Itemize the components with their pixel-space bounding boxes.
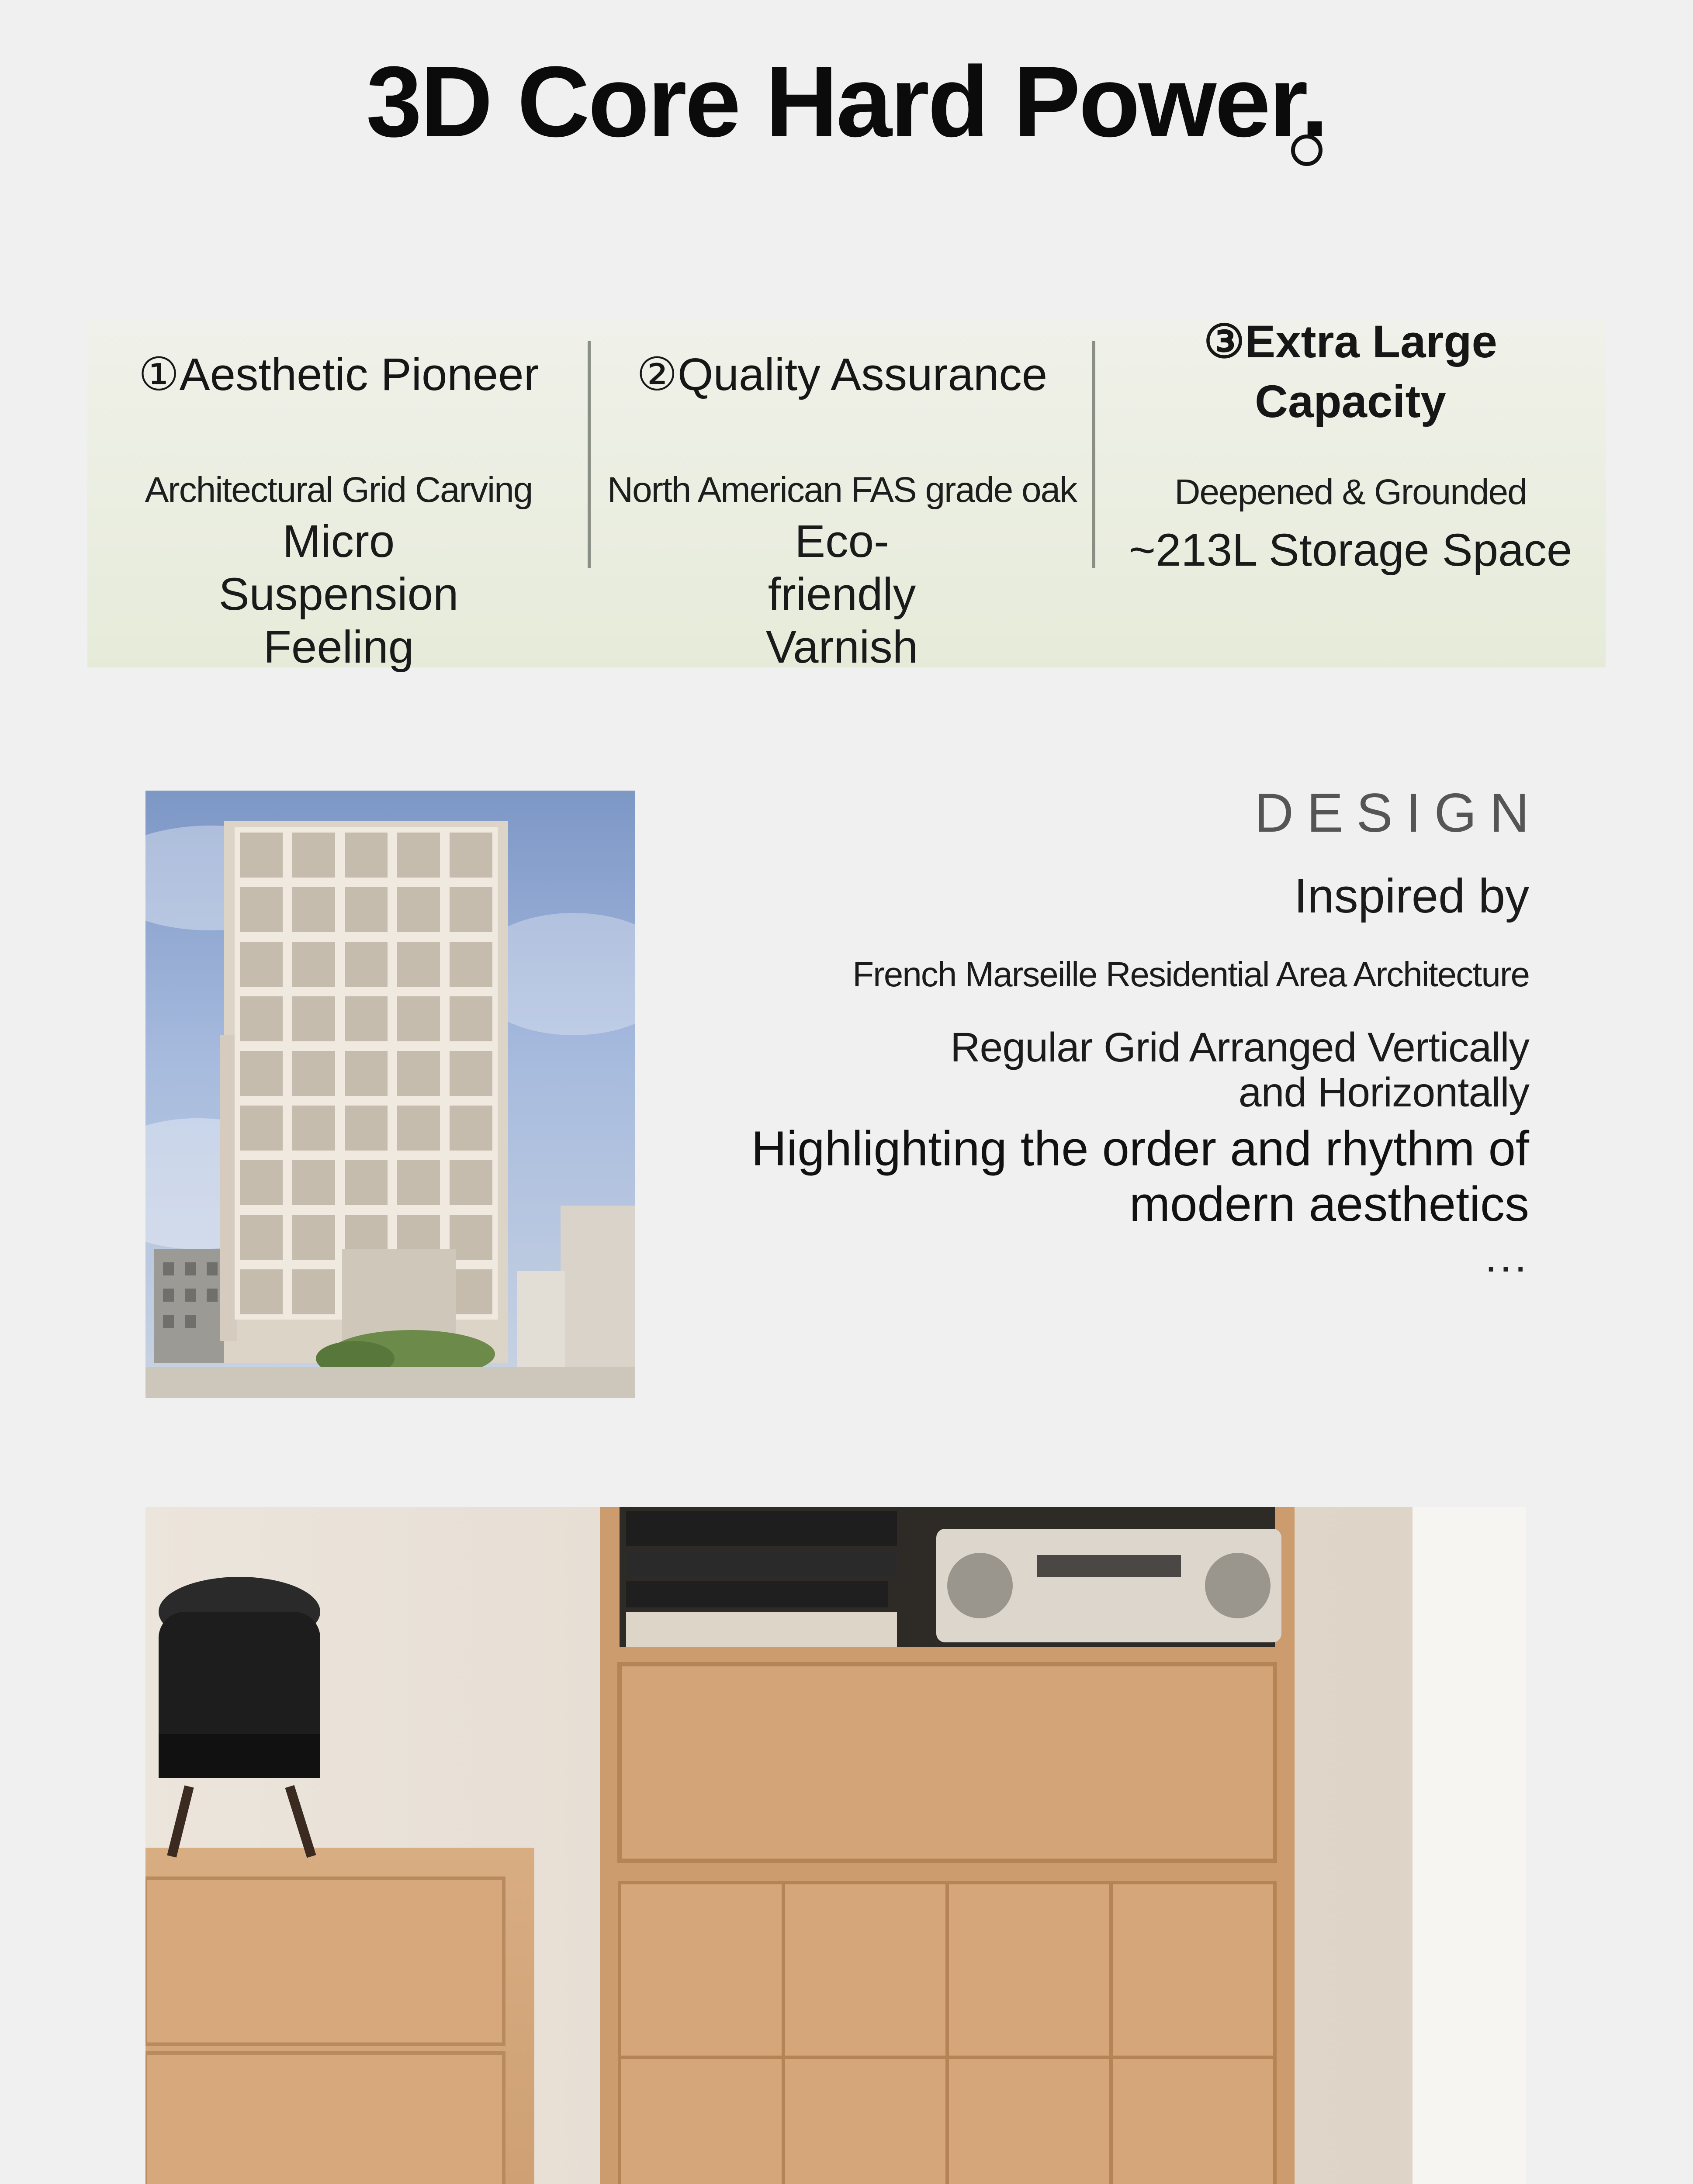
feature-quality [591,319,1093,673]
divider [588,341,591,568]
design-description [612,782,1542,1282]
highlight-text: Highlighting the order and rhythm of modern aesthetics [751,1121,1529,1231]
feature-heading: ②Quality Assurance [636,349,1048,400]
building-illustration [145,791,635,1398]
feature-main: Eco-friendly Varnish [765,516,918,673]
inspired-by-text: Inspired by [1294,869,1529,923]
feature-capacity [1095,316,1606,667]
feature-sub: North American FAS grade oak [607,470,1077,510]
feature-main: ~213L Storage Space [1129,525,1572,576]
feature-main: Micro Suspension Feeling [218,516,459,673]
cabinet-illustration [145,1507,1526,2184]
origin-text: French Marseille Residential Area Architecture [852,955,1529,994]
feature-heading: ③Extra Large Capacity [1204,316,1497,427]
feature-heading: ①Aesthetic Pioneer [138,349,539,400]
regular-grid-text: Regular Grid Arranged Vertically and Horizontally [950,1024,1529,1116]
divider [1092,341,1095,568]
page-title: 3D Core Hard Power. [366,45,1327,158]
feature-sub: Architectural Grid Carving [145,470,533,510]
building-photo [145,791,635,1398]
circle-mark-icon [1291,135,1323,166]
feature-band [87,316,1606,673]
feature-aesthetic [87,319,590,673]
cabinet-photo [145,1507,1526,2184]
feature-sub: Deepened & Grounded [1174,472,1527,512]
design-label: DESIGN [1254,783,1542,843]
ellipsis-text: ... [1485,1232,1529,1282]
